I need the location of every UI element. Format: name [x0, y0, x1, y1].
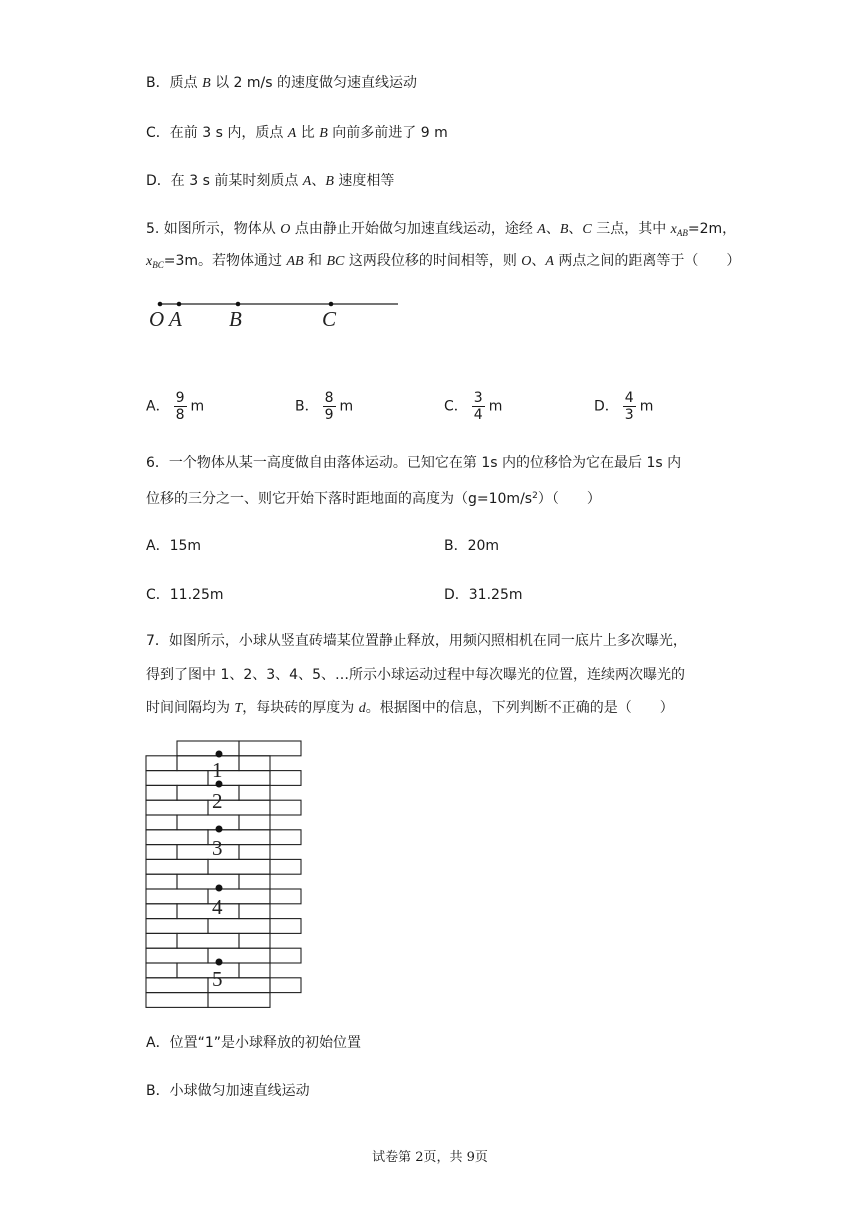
- brick: [146, 815, 177, 830]
- q6-stem-line1: 6．一个物体从某一高度做自由落体运动。已知它在第 1s 内的位移恰为它在最后 1s 内: [146, 455, 682, 471]
- brick: [146, 978, 208, 993]
- brick: [146, 874, 177, 889]
- brick: [270, 978, 301, 993]
- ball-label-4: 4: [212, 895, 223, 919]
- brick: [146, 800, 208, 815]
- brick: [239, 904, 270, 919]
- q5-option-a: A． $\frac{9}{8}$ m: [146, 390, 205, 423]
- brick: [208, 993, 270, 1008]
- brick: [177, 756, 239, 771]
- brick: [177, 904, 239, 919]
- q5-line-figure: [140, 292, 410, 337]
- brick: [177, 845, 239, 860]
- brick: [146, 889, 208, 904]
- brick: [146, 845, 177, 860]
- ball-label-3: 3: [212, 836, 223, 860]
- q6-option-c: C．11.25m: [146, 587, 224, 603]
- brick: [177, 815, 239, 830]
- brick: [146, 785, 177, 800]
- q5-label-a: A: [169, 307, 182, 331]
- brick: [177, 874, 239, 889]
- brick: [239, 815, 270, 830]
- brick: [146, 993, 208, 1008]
- brick: [239, 933, 270, 948]
- q5-label-b: B: [229, 307, 242, 331]
- brick: [146, 904, 177, 919]
- brick: [146, 933, 177, 948]
- q5-point-o: [158, 302, 163, 307]
- q5-point-c: [329, 302, 334, 307]
- brick: [146, 830, 208, 845]
- q5-point-a: [177, 302, 182, 307]
- brick: [177, 933, 239, 948]
- q6-stem-line2: 位移的三分之一、则它开始下落时距地面的高度为$(g=10m/s^2)$（ ）: [146, 491, 601, 507]
- q4-option-d: D．在 3 s 前某时刻质点 A、B 速度相等: [146, 173, 395, 189]
- page-footer: 试卷第 2页，共 9页: [372, 1150, 488, 1165]
- brick: [146, 771, 208, 786]
- ball-position-3: [216, 826, 223, 833]
- brick: [146, 919, 208, 934]
- brick: [270, 800, 301, 815]
- brick: [177, 963, 239, 978]
- q7-stem-line3: 时间间隔均为 T，每块砖的厚度为 d。根据图中的信息，下列判断不正确的是（ ）: [146, 700, 674, 716]
- brick: [270, 919, 301, 934]
- brick: [146, 756, 177, 771]
- brick: [270, 771, 301, 786]
- brick: [239, 741, 301, 756]
- q5-point-b: [236, 302, 241, 307]
- q7-option-a: A．位置“1”是小球释放的初始位置: [146, 1035, 361, 1051]
- q6-option-b: B．20m: [444, 538, 500, 554]
- brick: [177, 785, 239, 800]
- q4-option-c: C．在前 3 s 内，质点 A 比 B 向前多前进了 9 m: [146, 125, 448, 141]
- q5-option-d: D． $\frac{4}{3}$ m: [594, 390, 654, 423]
- brick: [146, 859, 208, 874]
- brick: [239, 874, 270, 889]
- brick: [270, 830, 301, 845]
- ball-label-2: 2: [212, 789, 223, 813]
- q5-stem-line1: 5. 如图所示，物体从 O 点由静止开始做匀加速直线运动，途经 A、B、C 三点，其中 $x_{AB}=2m$，: [146, 221, 737, 238]
- q7-stem-line2: 得到了图中 1、2、3、4、5、…所示小球运动过程中每次曝光的位置，连续两次曝光的: [146, 667, 685, 683]
- q7-option-b: B．小球做匀加速直线运动: [146, 1083, 310, 1099]
- ball-position-4: [216, 885, 223, 892]
- brick: [208, 919, 270, 934]
- q5-option-c: C． $\frac{3}{4}$ m: [444, 390, 503, 423]
- brick: [177, 741, 239, 756]
- ball-label-1: 1: [212, 758, 223, 782]
- ball-position-1: [216, 751, 223, 758]
- ball-position-5: [216, 959, 223, 966]
- brick: [270, 859, 301, 874]
- q5-label-c: C: [322, 307, 337, 331]
- q6-option-a: A．15m: [146, 538, 202, 554]
- q6-option-d: D．31.25m: [444, 587, 523, 603]
- brick: [270, 889, 301, 904]
- brick: [239, 756, 270, 771]
- q4-option-b: B．质点 B 以 2 m/s 的速度做匀速直线运动: [146, 75, 417, 91]
- q5-label-o: O: [149, 307, 165, 331]
- brick: [208, 859, 270, 874]
- brick: [270, 948, 301, 963]
- q7-stem-line1: 7．如图所示，小球从竖直砖墙某位置静止释放，用频闪照相机在同一底片上多次曝光，: [146, 633, 687, 649]
- brick: [146, 948, 208, 963]
- brick: [239, 845, 270, 860]
- brick: [239, 963, 270, 978]
- brick: [239, 785, 270, 800]
- q7-brick-wall-figure: [140, 735, 310, 1015]
- q5-option-b: B． $\frac{8}{9}$ m: [295, 390, 354, 423]
- ball-label-5: 5: [212, 967, 223, 991]
- brick: [146, 963, 177, 978]
- q5-stem-line2: $x_{BC}=3m$。若物体通过 AB 和 BC 这两段位移的时间相等，则 O、A 两点之间的距离等于（ ）: [146, 253, 741, 270]
